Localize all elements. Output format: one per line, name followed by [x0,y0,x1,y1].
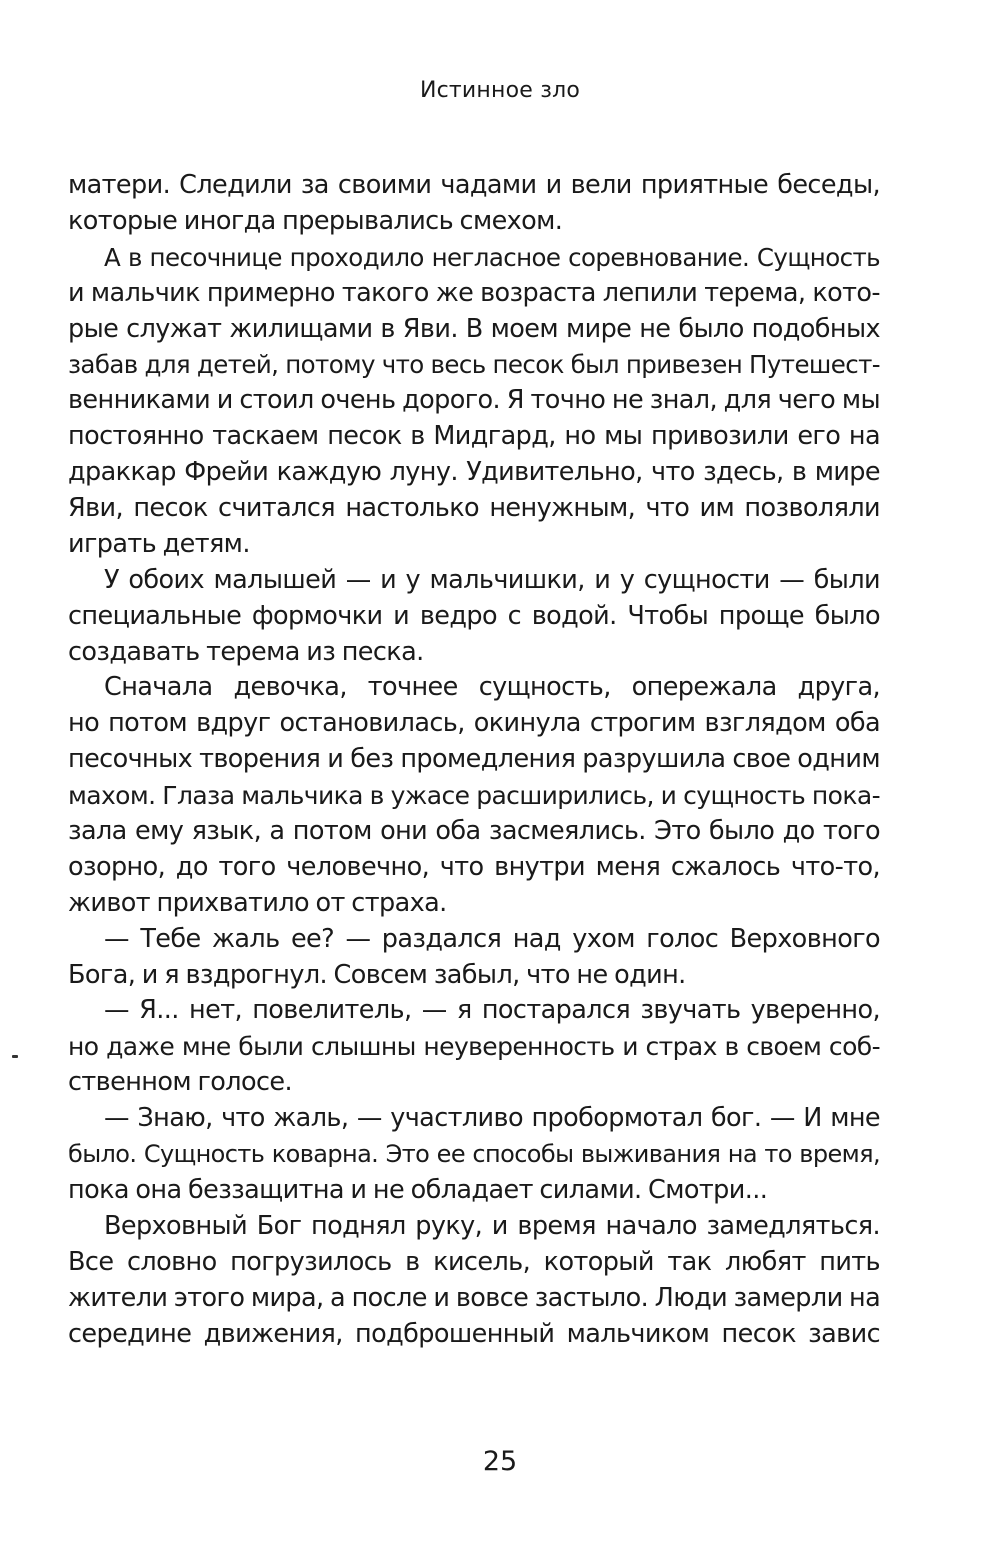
text-line: Все словно погрузилось в кисель, который так любят пить [68,1246,880,1277]
text-line: драккар Фрейи каждую луну. Удивительно, что здесь, в мире [68,457,880,488]
text-line: но потом вдруг остановилась, окинула строгим взглядом оба [68,708,880,739]
text-line: было. Сущность коварна. Это ее способы выживания на то время, [68,1140,880,1169]
text-line: но даже мне были слышны неуверенность и страх в своем соб- [68,1032,880,1062]
text-line: живот прихватило от страха. [68,887,447,918]
text-line: середине движения, подброшенный мальчиком песок завис [68,1318,880,1349]
running-head: Истинное зло [419,78,581,103]
text-line: венниками и стоил очень дорого. Я точно не знал, для чего мы [68,385,880,416]
text-line: играть детям. [68,528,250,559]
text-line: Сначала девочка, точнее сущность, опережала друга, [104,672,880,703]
text-line: ственном голосе. [68,1067,292,1098]
text-line: жители этого мира, а после и вовсе застыло. Люди замерли на [68,1282,881,1313]
body-text [68,168,880,1352]
text-line: А в песочнице проходило негласное соревнование. Сущность [104,242,880,272]
text-line: рые служат жилищами в Яви. В моем мире не было подобных [68,313,880,344]
text-line: — Тебе жаль ее? — раздался над ухом голос Верховного [104,923,880,954]
text-line: Верховный Бог поднял руку, и время начало замедляться. [104,1210,880,1241]
text-line: матери. Следили за своими чадами и вели приятные беседы, [68,170,880,200]
text-line: зала ему язык, а потом они оба засмеялись. Это было до того [68,816,880,847]
text-line: забав для детей, потому что весь песок был привезен Путешест- [68,350,880,380]
text-line: — Знаю, что жаль, — участливо пробормотал бог. — И мне [104,1103,880,1134]
text-line: У обоих малышей — и у мальчишки, и у сущности — были [104,564,880,595]
text-line: постоянно таскаем песок в Мидгард, но мы привозили его на [68,421,880,452]
text-line: пока она беззащитна и не обладает силами. Смотри... [68,1174,768,1205]
text-line: — Я... нет, повелитель, — я постарался звучать уверенно, [104,995,880,1026]
text-line: озорно, до того человечно, что внутри меня сжалось что-то, [68,851,880,882]
margin-mark [12,1055,18,1058]
page-number: 25 [482,1446,518,1477]
text-line: махом. Глаза мальчика в ужасе расширились, и сущность пока- [68,781,880,811]
text-line: песочных творения и без промедления разрушила свое одним [68,744,880,775]
text-line: которые иногда прерывались смехом. [68,205,563,236]
text-line: и мальчик примерно такого же возраста лепили терема, кото- [68,277,880,308]
text-line: Бога, и я вздрогнул. Совсем забыл, что не один. [68,959,686,990]
text-line: специальные формочки и ведро с водой. Чтобы проще было [68,600,880,631]
text-line: Яви, песок считался настолько ненужным, что им позволяли [68,493,880,524]
text-line: создавать терема из песка. [68,636,424,667]
